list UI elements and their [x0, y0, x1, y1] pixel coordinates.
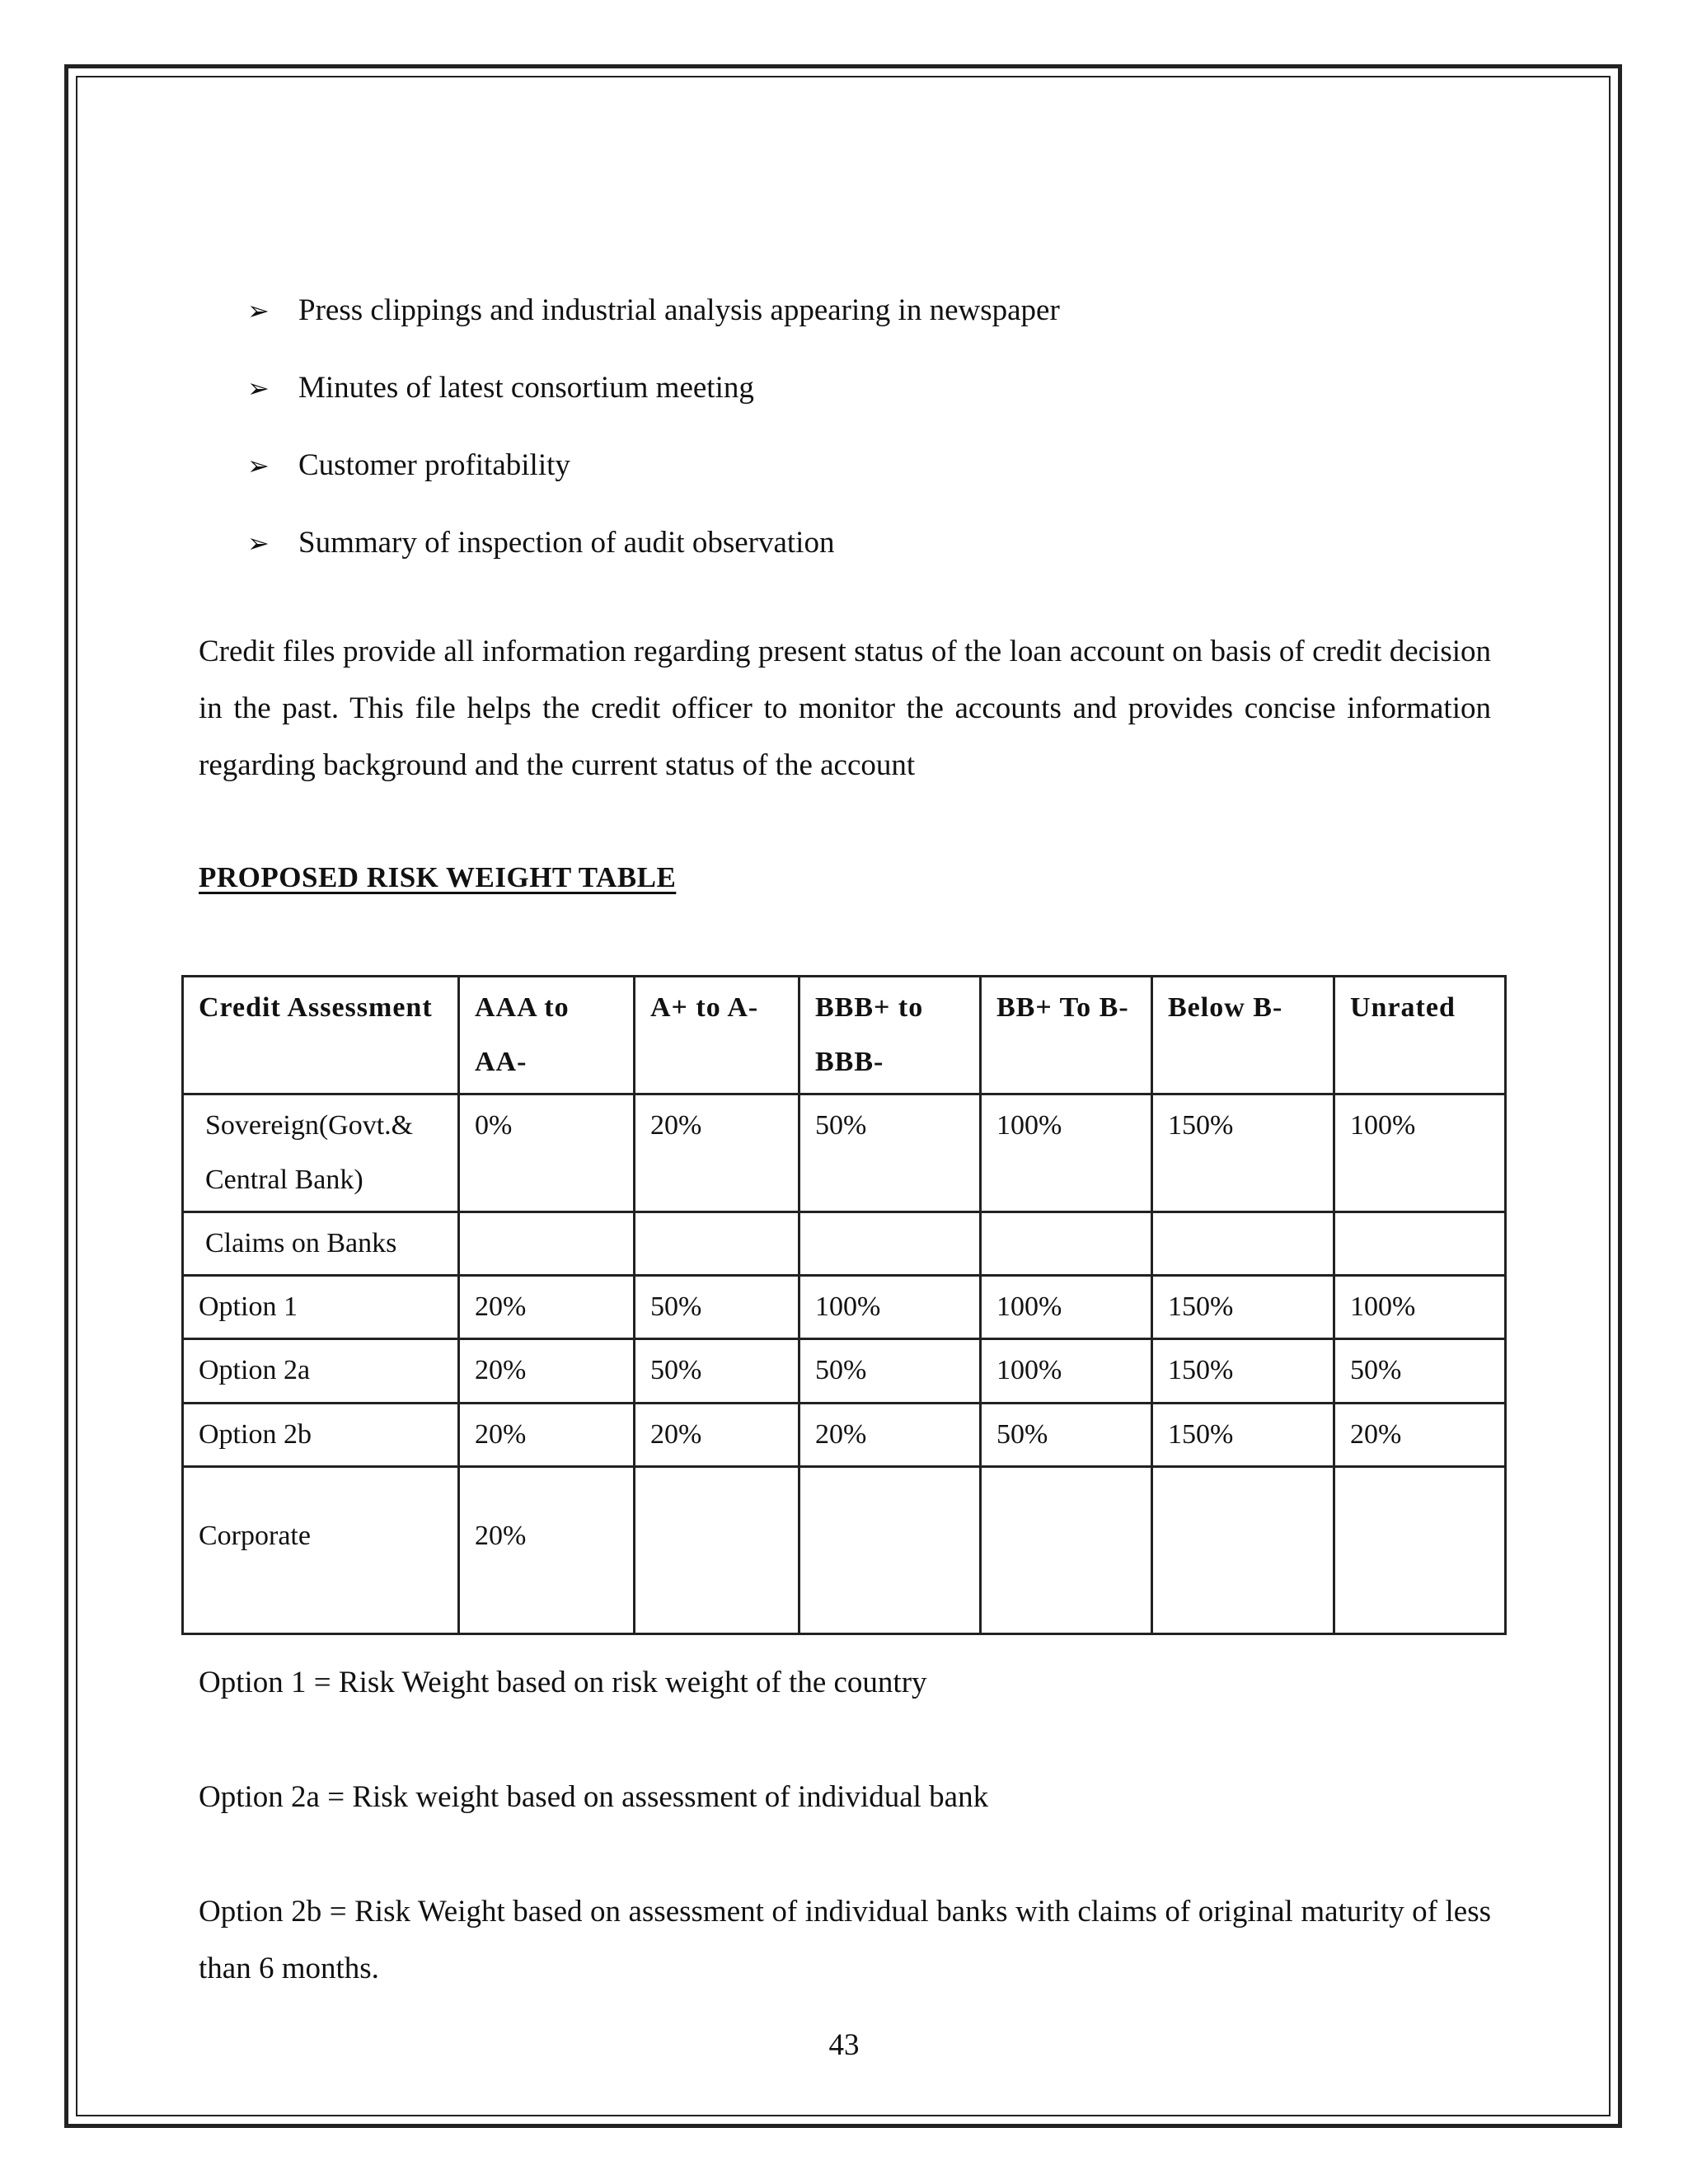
table-cell: 100%	[799, 1276, 981, 1339]
table-cell	[1152, 1212, 1334, 1276]
table-cell: 50%	[635, 1276, 799, 1339]
table-cell	[635, 1467, 799, 1634]
risk-weight-table	[181, 975, 1507, 1635]
arrow-bullet-icon: ➢	[247, 450, 270, 481]
table-cell: 50%	[799, 1339, 981, 1404]
table-cell: 100%	[981, 1339, 1152, 1404]
table-cell: 20%	[799, 1404, 981, 1467]
list-item	[247, 362, 1060, 439]
table-row	[183, 1094, 1506, 1212]
table-row	[183, 1339, 1506, 1404]
column-header: BB+ To B-	[981, 977, 1152, 1094]
row-label: Corporate	[183, 1467, 459, 1634]
table-cell: 150%	[1152, 1339, 1334, 1404]
row-label: Sovereign(Govt.& Central Bank)	[183, 1094, 459, 1212]
table-cell: 20%	[459, 1276, 635, 1339]
row-label: Claims on Banks	[183, 1212, 459, 1276]
table-cell: 150%	[1152, 1276, 1334, 1339]
column-header: Unrated	[1334, 977, 1506, 1094]
table-cell	[799, 1212, 981, 1276]
table-cell: 150%	[1152, 1094, 1334, 1212]
table-header-row	[183, 977, 1506, 1094]
table-cell: 20%	[635, 1404, 799, 1467]
table-cell: 20%	[635, 1094, 799, 1212]
table-cell: 100%	[981, 1094, 1152, 1212]
table-cell: 0%	[459, 1094, 635, 1212]
row-label: Option 2b	[183, 1404, 459, 1467]
row-label: Option 1	[183, 1276, 459, 1339]
column-header: AAA to AA-	[459, 977, 635, 1094]
table-cell: 50%	[799, 1094, 981, 1212]
table-cell: 20%	[459, 1339, 635, 1404]
list-item	[247, 439, 1060, 517]
table-cell	[635, 1212, 799, 1276]
table-row	[183, 1276, 1506, 1339]
bullet-list	[247, 284, 1060, 594]
column-header: BBB+ to BBB-	[799, 977, 981, 1094]
table-cell: 20%	[459, 1467, 635, 1634]
table-cell	[981, 1467, 1152, 1634]
list-item	[247, 517, 1060, 594]
table-title: PROPOSED RISK WEIGHT TABLE	[199, 861, 677, 893]
note-option-2a: Option 2a = Risk weight based on assessment of individual bank	[199, 1780, 989, 1814]
table-cell	[1152, 1467, 1334, 1634]
table-cell: 50%	[635, 1339, 799, 1404]
arrow-bullet-icon: ➢	[247, 373, 270, 404]
table-cell	[799, 1467, 981, 1634]
column-header: Credit Assessment	[183, 977, 459, 1094]
table-cell	[1334, 1212, 1506, 1276]
table-cell: 50%	[1334, 1339, 1506, 1404]
table-row	[183, 1212, 1506, 1276]
list-item	[247, 284, 1060, 362]
table-cell: 150%	[1152, 1404, 1334, 1467]
table-row	[183, 1404, 1506, 1467]
note-option-1: Option 1 = Risk Weight based on risk weight of the country	[199, 1666, 927, 1699]
column-header: A+ to A-	[635, 977, 799, 1094]
table-cell: 50%	[981, 1404, 1152, 1467]
bullet-text: Press clippings and industrial analysis appearing in newspaper	[298, 293, 1060, 327]
bullet-text: Summary of inspection of audit observation	[298, 526, 835, 560]
row-label: Option 2a	[183, 1339, 459, 1404]
note-option-2b: Option 2b = Risk Weight based on assessment of individual banks with claims of original maturity of less than 6 months.	[199, 1895, 1491, 1985]
table-cell: 20%	[459, 1404, 635, 1467]
table-cell	[1334, 1467, 1506, 1634]
arrow-bullet-icon: ➢	[247, 295, 270, 326]
table-cell: 100%	[981, 1276, 1152, 1339]
table-cell: 100%	[1334, 1094, 1506, 1212]
table-cell	[981, 1212, 1152, 1276]
arrow-bullet-icon: ➢	[247, 527, 270, 559]
page-number: 43	[828, 2028, 860, 2062]
table-cell	[459, 1212, 635, 1276]
credit-files-paragraph: Credit files provide all information regarding present status of the loan account on basis of credit decision in the past. This file helps the credit officer to monitor the accounts and provides concise information regarding background and the current status of the account	[199, 635, 1491, 782]
bullet-text: Minutes of latest consortium meeting	[298, 371, 754, 405]
bullet-text: Customer profitability	[298, 448, 570, 482]
table-cell: 20%	[1334, 1404, 1506, 1467]
table-cell: 100%	[1334, 1276, 1506, 1339]
column-header: Below B-	[1152, 977, 1334, 1094]
table-row	[183, 1467, 1506, 1634]
